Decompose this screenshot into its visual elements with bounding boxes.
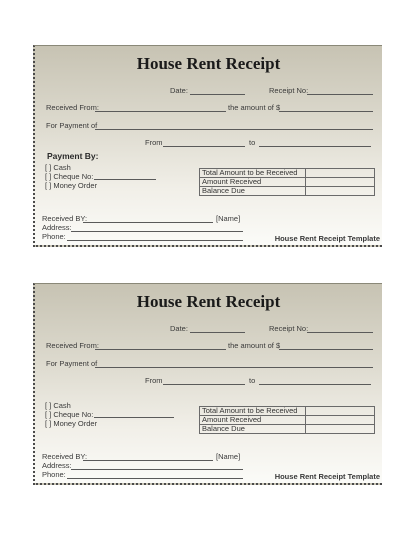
amount-label: the amount of $: [228, 341, 281, 350]
phone-label: Phone:: [42, 470, 66, 479]
receipt-no-label: Receipt No:: [269, 86, 309, 95]
date-label: Date:: [170, 324, 188, 333]
receipt-title: House Rent Receipt: [136, 54, 281, 73]
to-date-field[interactable]: [259, 146, 371, 147]
to-label: to: [249, 376, 256, 385]
for-payment-label: For Payment of: [46, 121, 98, 130]
amount-received-value[interactable]: [306, 416, 375, 425]
amount-label: the amount of $: [228, 103, 281, 112]
cheque-no-field[interactable]: [94, 179, 156, 180]
date-field[interactable]: [190, 332, 245, 333]
amount-received-label: Amount Received: [200, 178, 306, 187]
table-row: [200, 187, 375, 196]
from-date-field[interactable]: [163, 146, 245, 147]
balance-due-label: Balance Due: [200, 425, 306, 434]
money-order-checkbox[interactable]: [ ] Money Order: [45, 419, 98, 428]
name-label: [Name]: [216, 452, 241, 461]
amount-field[interactable]: [279, 111, 373, 112]
phone-field[interactable]: [67, 240, 243, 241]
money-order-checkbox[interactable]: [ ] Money Order: [45, 181, 98, 190]
receipt-no-field[interactable]: [307, 332, 373, 333]
cheque-no-field[interactable]: [94, 417, 174, 418]
amount-summary-table: [199, 168, 375, 196]
received-by-field[interactable]: [83, 222, 213, 223]
date-field[interactable]: [190, 94, 245, 95]
cash-checkbox[interactable]: [ ] Cash: [45, 401, 71, 410]
amount-received-label: Amount Received: [200, 416, 306, 425]
date-label: Date:: [170, 86, 188, 95]
for-payment-field[interactable]: [95, 367, 373, 368]
to-label: to: [249, 138, 256, 147]
receipt-no-label: Receipt No:: [269, 324, 309, 333]
cheque-checkbox[interactable]: [ ] Cheque No:: [45, 410, 94, 419]
balance-due-value[interactable]: [306, 425, 375, 434]
receipt-form: [33, 45, 382, 247]
total-amount-value[interactable]: [306, 407, 375, 416]
address-field[interactable]: [71, 469, 243, 470]
for-payment-label: For Payment of: [46, 359, 98, 368]
balance-due-value[interactable]: [306, 187, 375, 196]
address-field[interactable]: [71, 231, 243, 232]
total-amount-value[interactable]: [306, 169, 375, 178]
to-date-field[interactable]: [259, 384, 371, 385]
receipt-no-field[interactable]: [307, 94, 373, 95]
amount-field[interactable]: [279, 349, 373, 350]
cash-checkbox[interactable]: [ ] Cash: [45, 163, 71, 172]
footer-template-label: House Rent Receipt Template: [274, 472, 380, 481]
name-label: [Name]: [216, 214, 241, 223]
received-from-field[interactable]: [95, 349, 226, 350]
address-label: Address:: [42, 461, 72, 470]
from-date-field[interactable]: [163, 384, 245, 385]
phone-label: Phone:: [42, 232, 66, 241]
received-from-label: Received From:: [46, 103, 99, 112]
cheque-checkbox[interactable]: [ ] Cheque No:: [45, 172, 94, 181]
phone-field[interactable]: [67, 478, 243, 479]
total-amount-label: Total Amount to be Received: [200, 407, 306, 416]
from-label: From: [145, 376, 163, 385]
amount-received-value[interactable]: [306, 178, 375, 187]
receipt-form: [33, 283, 382, 485]
payment-by-label: Payment By:: [47, 151, 99, 161]
footer-template-label: House Rent Receipt Template: [274, 234, 380, 243]
received-by-label: Received BY:: [42, 214, 88, 223]
receipt-title: House Rent Receipt: [136, 292, 281, 311]
received-from-label: Received From:: [46, 341, 99, 350]
balance-due-label: Balance Due: [200, 187, 306, 196]
address-label: Address:: [42, 223, 72, 232]
received-by-field[interactable]: [83, 460, 213, 461]
amount-summary-table: [199, 406, 375, 434]
received-from-field[interactable]: [95, 111, 226, 112]
table-row: [200, 425, 375, 434]
received-by-label: Received BY:: [42, 452, 88, 461]
from-label: From: [145, 138, 163, 147]
for-payment-field[interactable]: [95, 129, 373, 130]
total-amount-label: Total Amount to be Received: [200, 169, 306, 178]
